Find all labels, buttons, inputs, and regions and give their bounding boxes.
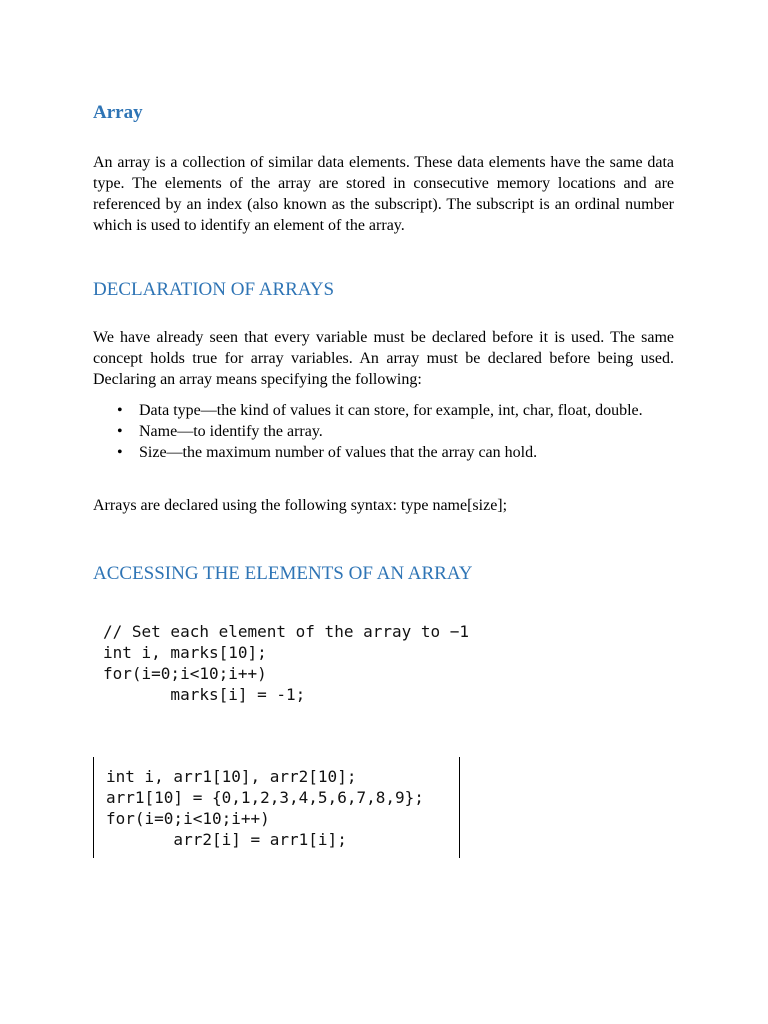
declaration-paragraph: We have already seen that every variable must be declared before it is used. The same concept holds true for array variables. An array must be declared before being used. Declaring an array means specifying the following: [93,329,674,388]
accessing-heading: ACCESSING THE ELEMENTS OF AN ARRAY [93,563,473,584]
bullet-text: Name—to identify the array. [139,423,323,440]
intro-paragraph: An array is a collection of similar data elements. These data elements have the same data type. The elements of the array are stored in consecutive memory locations and are referenced by an index (also known as the subscript). The subscript is an ordinal number which is used to identify an element of the array. [93,154,674,234]
page-title: Array [93,102,143,123]
bullet-text: Size—the maximum number of values that the array can hold. [139,444,538,461]
code-snippet-copy-array: int i, arr1[10], arr2[10]; arr1[10] = {0,1,2,3,4,5,6,7,8,9}; for(i=0;i<10;i++) arr2[i] = arr1[i]; [106,767,424,849]
bullet-icon: • [117,444,123,461]
bullet-text: Data type—the kind of values it can store, for example, int, char, float, double. [139,402,643,419]
list-item [93,421,674,442]
syntax-line: Arrays are declared using the following syntax: type name[size]; [93,497,508,514]
declaration-bullet-list [93,400,674,463]
list-item [93,442,674,463]
bullet-icon: • [117,423,123,440]
list-item [93,400,674,421]
declaration-heading: DECLARATION OF ARRAYS [93,279,335,300]
code-box-copy-array [93,757,460,858]
bullet-icon: • [117,402,123,419]
code-snippet-set-elements: // Set each element of the array to −1 int i, marks[10]; for(i=0;i<10;i++) marks[i] = -1; [103,622,470,704]
